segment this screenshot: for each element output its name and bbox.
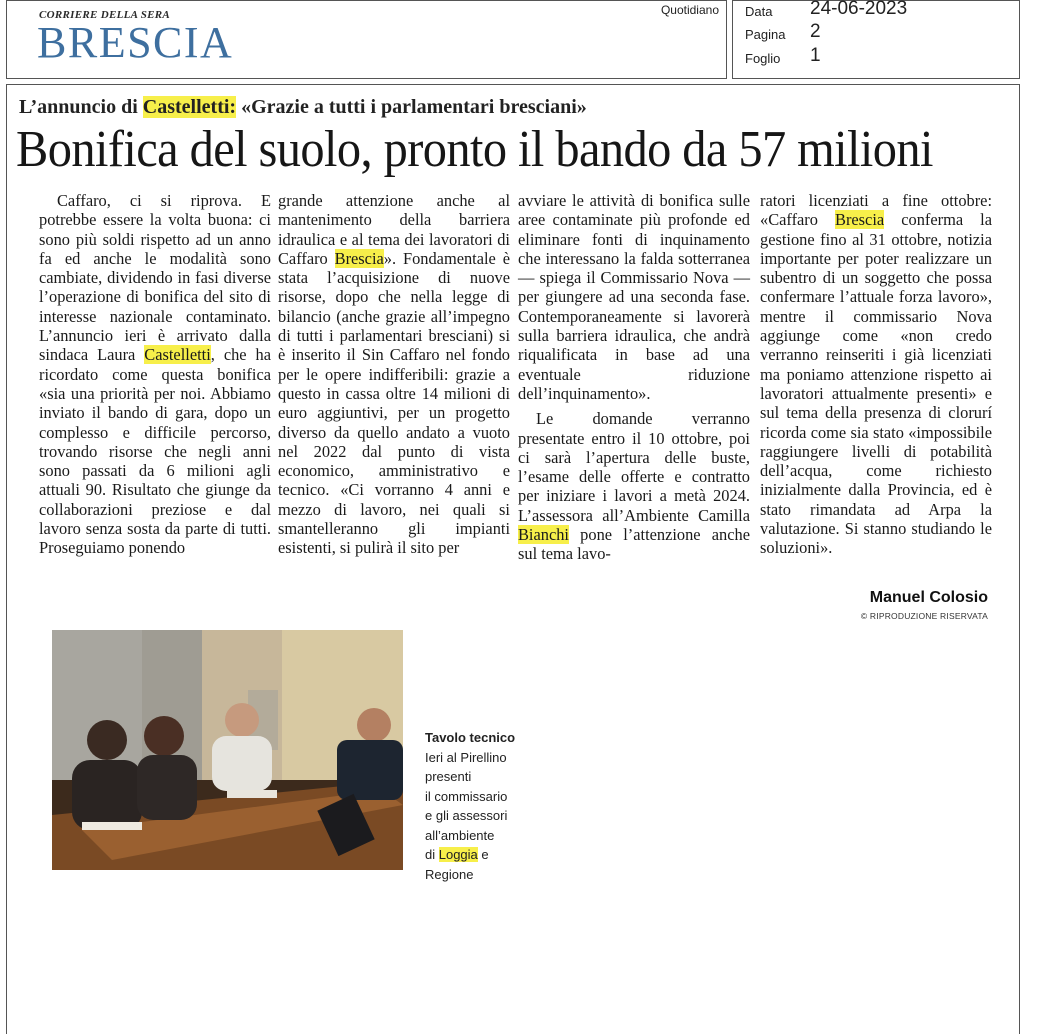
article-column-1: [39, 191, 271, 558]
paragraph: [518, 409, 750, 563]
article-column-4: [760, 191, 992, 558]
meeting-photo: [52, 630, 403, 870]
caption-line: all’ambiente: [425, 827, 495, 843]
caption-line: presenti: [425, 769, 472, 784]
outlet-subtitle: CORRIERE DELLA SERA: [39, 9, 171, 21]
highlighted-name: Brescia: [334, 248, 384, 268]
caption-line: [425, 845, 555, 865]
sheet-label: Foglio: [745, 51, 781, 66]
kicker-highlight: Castelletti:: [142, 96, 237, 118]
date-label: Data: [745, 4, 773, 19]
publication-type: Quotidiano: [660, 3, 719, 17]
sheet-value: 1: [810, 45, 821, 66]
caption-text: e: [477, 847, 489, 862]
highlighted-name: Brescia: [835, 210, 885, 230]
caption-line: Ieri al Pirellino: [425, 749, 507, 765]
text-run: , che ha ricordato come questa bonifica «sia una priorità per noi. Abbiamo inviato il bando di gara, dopo un complesso e difficile percorso, trovando risorse che negli anni sono passati da 6 milioni agli attuali 90. Risultato che giunge da collaborazioni preziose e dal lavoro senza sosta da parte di tutti. Proseguiamo ponendo: [39, 345, 272, 558]
article-kicker: [19, 96, 587, 119]
caption-text: di: [425, 847, 439, 862]
copyright-notice: © RIPRODUZIONE RISERVATA: [860, 611, 988, 621]
highlighted-name: Castelletti: [144, 345, 211, 365]
caption-highlight: Loggia: [438, 847, 478, 862]
kicker-quote: «Grazie a tutti i parlamentari bresciani»: [236, 96, 587, 118]
caption-title: Tavolo tecnico: [425, 730, 516, 745]
text-run: ratori licenziati a fine ottobre: «Caffaro: [760, 191, 992, 230]
paragraph: [39, 191, 271, 558]
text-run: pone l’attenzione anche sul tema lavo-: [518, 525, 750, 564]
outlet-header: [6, 0, 727, 79]
page-label: Pagina: [745, 27, 786, 42]
paragraph: avviare le attività di bonifica sulle aree contaminate più profonde ed eliminare fonti di inquinamento che interessano la falda sotterranea — spiega il Commissario Nova — per giungere ad una seconda fase. Contemporaneamente si lavorerà sulla barriera idraulica, che andrà riqualificata in base ad una eventuale riduzione dell’inquinamento».: [518, 191, 750, 403]
highlighted-name: Bianchi: [518, 525, 569, 545]
article-author: Manuel Colosio: [869, 589, 988, 606]
article-column-3: [518, 191, 750, 564]
kicker-text: L’annuncio di: [19, 96, 143, 118]
meta-box: [732, 0, 1020, 79]
caption-line: e gli assessori: [425, 808, 508, 823]
text-run: conferma la gestione fino al 31 ottobre, notizia importante per poter realizzare un subentro di un soggetto che possa confermare l’attuale forza lavoro», mentre il commissario Nova aggiunge come «non credo verranno reinseriti i già licenziati ma poniamo attenzione rispetto ai lavoratori attualmente presenti» e sul tema della presenza di clorurí ricorda come sia stato «impossibile raggiungere livelli di potabilità dell’acqua, come richiesto inizialmente dalla Provincia, ed è stato rimandata ad Arpa la valutazione. Si stanno studiando le soluzioni».: [760, 210, 992, 558]
caption-line: il commissario: [425, 788, 508, 804]
text-run: grande attenzione anche al mantenimento della barriera idraulica e al tema dei lavoratori di Caffaro: [278, 191, 510, 268]
text-run: ». Fondamentale è stata l’acquisizione di nuove risorse, dopo che nella legge di bilancio (anche grazie all’impegno di tutti i parlamentari bresciani) si è inserito il Sin Caffaro nel fondo per le opere indifferibili: grazie a questo in cassa oltre 14 milioni di euro aggiuntivi, per un progetto diverso da quello andato a vuoto nel 2022 dal punto di vista economico, amministrativo e tecnico. «Ci vorranno 4 anni e mezzo di lavoro, nei quali si smantelleranno gli impianti esistenti, si pulirà il sito per: [278, 248, 510, 558]
page-value: 2: [810, 21, 821, 42]
article-column-2: [278, 191, 510, 558]
paragraph: [760, 191, 992, 558]
date-value: 24-06-2023: [810, 0, 908, 19]
paragraph: [278, 191, 510, 558]
outlet-title: BRESCIA: [37, 18, 234, 67]
article-headline: Bonifica del suolo, pronto il bando da 57 milioni: [16, 121, 933, 178]
text-run: Caffaro, ci si riprova. E potrebbe essere la volta buona: ci sono più soldi rispetto ad un anno fa ed anche le modalità sono cambiate, dividendo in fasi diverse l’operazione di bonifica del sito di interesse nazionale contaminato. L’annuncio ieri è arrivato dalla sindaca Laura: [39, 191, 271, 365]
photo-caption: [425, 728, 555, 884]
text-run: Le domande verranno presentate entro il 10 ottobre, poi ci sarà l’apertura delle buste, l’esame delle offerte e contratto per iniziare i lavori a metà 2024. L’assessora all’Ambiente Camilla: [518, 409, 750, 525]
caption-line: Regione: [425, 866, 474, 882]
